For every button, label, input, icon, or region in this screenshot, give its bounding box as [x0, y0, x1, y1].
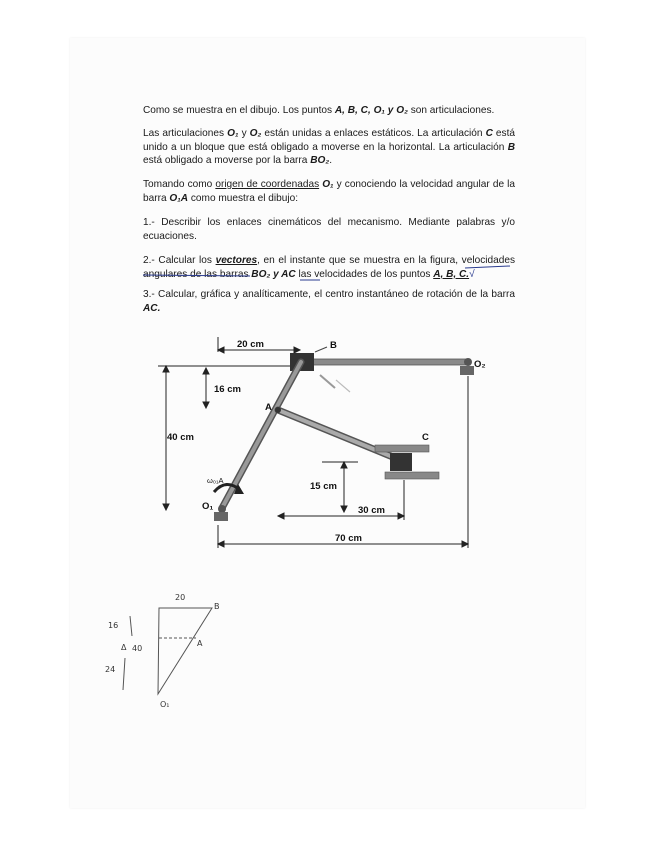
hand-underlines — [143, 266, 510, 280]
q2-bars: BO₂ y AC — [251, 268, 296, 280]
q2-text2: , en el instante que se muestra en la figura, velocidades angulares de las barras — [143, 255, 515, 280]
block-c — [375, 445, 439, 479]
sketch-delta: Δ — [121, 643, 127, 652]
p2-bo2: BO₂ — [310, 155, 330, 167]
p2-text1: Las articulaciones — [143, 128, 228, 139]
label-o2: O₂ — [474, 359, 486, 370]
q3-text: 3.- Calcular, gráfica y analíticamente, el centro instantáneo de rotación de la barra — [143, 289, 515, 300]
q2-points: A, B, C. — [433, 268, 470, 280]
label-30cm: 30 cm — [358, 505, 385, 516]
p2-text4: está unido a un bloque que está obligado a moverse en la horizontal. La articulación — [143, 128, 515, 153]
joint-a — [275, 407, 281, 413]
dimension-16 — [203, 368, 209, 408]
sketch-b: B — [214, 602, 220, 611]
p2-b: B — [507, 141, 515, 153]
label-20cm: 20 cm — [237, 339, 264, 350]
label-15cm: 15 cm — [310, 481, 337, 492]
q2-text3: las velocidades de los puntos — [295, 268, 434, 280]
intro-text: Como se muestra en el dibujo. Los puntos — [143, 105, 335, 116]
sketch-40: 40 — [132, 644, 143, 653]
p2-text2: y — [238, 128, 250, 139]
p2-text3: están unidas a enlaces estáticos. La articulación — [261, 128, 486, 139]
p2-c: C — [485, 128, 493, 139]
label-b: B — [330, 340, 337, 351]
label-16cm: 16 cm — [214, 384, 241, 395]
p3-o1: O₁ — [319, 179, 334, 190]
p3-text2: y conociendo la velocidad angular de la barra — [143, 179, 515, 204]
p2-text6: . — [329, 155, 333, 167]
intro-points: A, B, C, O₁ y O₂ — [334, 105, 408, 116]
label-40cm: 40 cm — [167, 432, 194, 443]
q2-check-mark: √ — [469, 268, 475, 280]
p2-o2: O₂ — [249, 128, 262, 139]
bar-bo2 — [292, 359, 470, 365]
sketch-20: 20 — [175, 593, 186, 602]
label-70cm: 70 cm — [335, 533, 362, 544]
p3-underlined: origen de coordenadas — [215, 179, 320, 190]
dimension-30 — [278, 480, 404, 520]
p3-text3: como muestra el dibujo: — [188, 192, 299, 204]
q2-vectores: vectores — [215, 255, 258, 266]
sketch-16: 16 — [108, 621, 119, 630]
p2-o1: O₁ — [227, 128, 239, 139]
question-1: 1.- Describir los enlaces cinemáticos del mecanismo. Mediante palabras y/o ecuaciones. — [143, 217, 515, 242]
sketch-24: 24 — [105, 665, 116, 674]
intro-text-end: son articulaciones. — [407, 105, 495, 116]
q3-ac: AC. — [143, 302, 161, 314]
label-c: C — [422, 432, 429, 443]
sketch-o1: O₁ — [160, 700, 170, 709]
label-o1: O₁ — [202, 501, 214, 512]
sketch-a: A — [197, 639, 203, 648]
label-a: A — [265, 402, 272, 413]
p3-o1a: O₁A — [169, 192, 189, 204]
p2-text5: está obligado a moverse por la barra — [143, 155, 311, 167]
q2-text1: 2.- Calcular los — [143, 255, 216, 266]
label-omega: ω₀₁A — [207, 476, 224, 485]
p3-text1: Tomando como — [143, 179, 216, 190]
